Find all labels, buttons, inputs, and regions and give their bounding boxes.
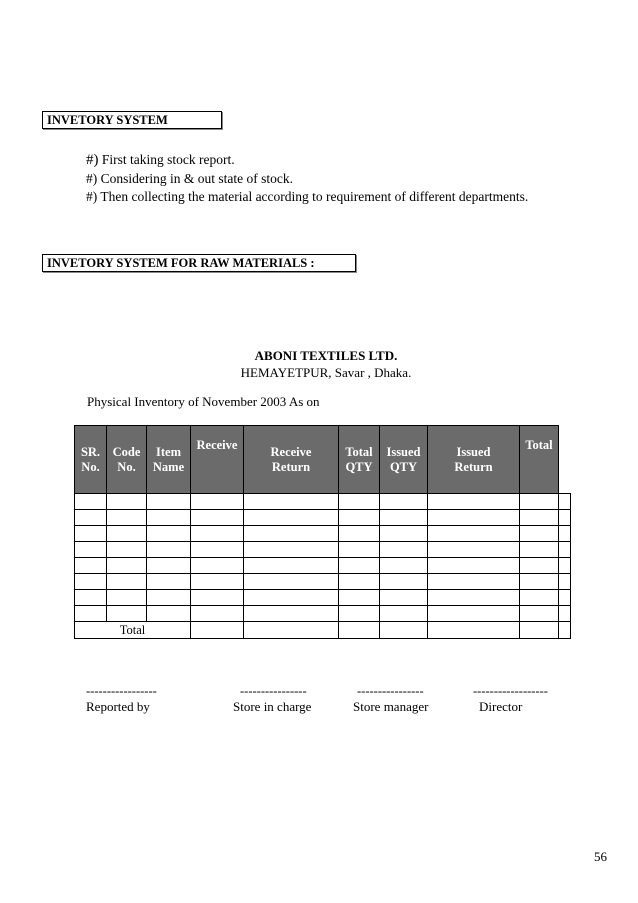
table-header-row	[75, 426, 571, 494]
column-header-issued-return: Issued Return	[428, 426, 520, 494]
bullet-mark: #)	[86, 152, 99, 168]
column-header-issued-qty: Issued QTY	[380, 426, 428, 494]
column-header-receive: Receive	[191, 426, 244, 494]
column-header-item-name: Item Name	[147, 426, 191, 494]
header-spacer	[559, 426, 571, 494]
table-row	[75, 542, 571, 558]
bullet-mark: #)	[86, 171, 98, 186]
table-row	[75, 494, 571, 510]
company-name: ABONI TEXTILES LTD.	[254, 348, 398, 363]
signature-label-store-manager: Store manager	[353, 699, 429, 714]
signature-line-reported-by: -----------------	[86, 684, 157, 698]
bullet-item	[86, 189, 528, 205]
column-header-sr-no: SR. No.	[75, 426, 107, 494]
table-row	[75, 606, 571, 622]
bullet-text: Considering in & out state of stock.	[97, 171, 293, 186]
signature-label-reported-by: Reported by	[86, 699, 150, 714]
section-heading-inventory-system: INVETORY SYSTEM	[42, 111, 222, 129]
table-row	[75, 574, 571, 590]
inventory-caption: Physical Inventory of November 2003 As on	[87, 394, 320, 409]
bullet-mark: #)	[86, 189, 98, 204]
table-total-row	[75, 622, 571, 639]
table-row	[75, 558, 571, 574]
column-header-receive-return: Receive Return	[244, 426, 339, 494]
inventory-table	[74, 425, 571, 639]
signature-line-director: ------------------	[473, 684, 548, 698]
signature-label-director: Director	[479, 699, 523, 714]
bullet-text: Then collecting the material according to requirement of different departments.	[97, 189, 529, 204]
section-heading-raw-materials: INVETORY SYSTEM FOR RAW MATERIALS :	[42, 254, 356, 272]
table-row	[75, 510, 571, 526]
signature-label-store-in-charge: Store in charge	[233, 699, 312, 714]
total-row-label: Total	[75, 622, 191, 639]
table-row	[75, 590, 571, 606]
column-header-total-qty: Total QTY	[339, 426, 380, 494]
bullet-item	[86, 171, 293, 187]
bullet-item	[86, 152, 235, 169]
signature-line-store-manager: ----------------	[357, 684, 424, 698]
signature-line-store-in-charge: ----------------	[240, 684, 307, 698]
bullet-text: First taking stock report.	[98, 152, 235, 167]
column-header-code-no: Code No.	[107, 426, 147, 494]
page-number: 56	[594, 849, 607, 864]
table-row	[75, 526, 571, 542]
company-address: HEMAYETPUR, Savar , Dhaka.	[240, 365, 412, 380]
column-header-total: Total	[520, 426, 559, 494]
